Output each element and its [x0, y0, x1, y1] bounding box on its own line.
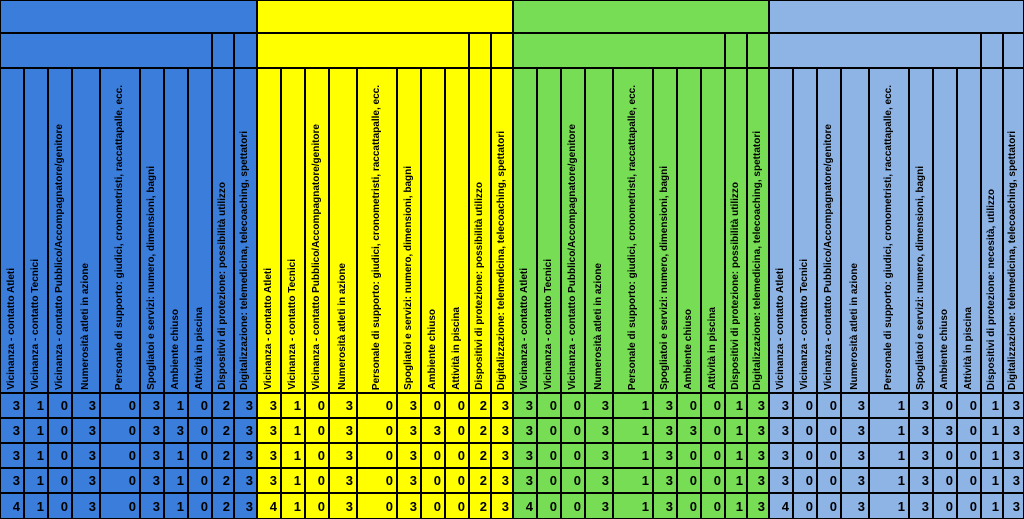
data-cell: 4 [769, 493, 793, 519]
data-cell: 0 [421, 468, 445, 493]
column-header-sportivo-1 [24, 68, 48, 393]
data-cell: 1 [869, 393, 909, 418]
column-header-label: Vicinanza - contatto Atleti [5, 268, 17, 390]
column-header-gara-2 [561, 68, 585, 393]
column-header-allenamento-0 [257, 68, 281, 393]
data-cell: 0 [305, 493, 329, 519]
data-cell: 3 [491, 443, 513, 468]
data-cell: 0 [537, 468, 561, 493]
column-header-gara-7 [701, 68, 725, 393]
data-cell: 1 [24, 443, 48, 468]
column-header-gara-5 [653, 68, 677, 393]
data-cell: 2 [212, 393, 234, 418]
data-cell: 3 [397, 443, 421, 468]
data-cell: 3 [0, 418, 24, 443]
column-header-evento-8 [981, 68, 1003, 393]
column-header-evento-9 [1003, 68, 1024, 393]
data-cell: 0 [957, 493, 981, 519]
column-header-label: Numerosità atleti in azione [848, 263, 860, 390]
column-header-evento-7 [957, 68, 981, 393]
data-cell: 0 [100, 418, 140, 443]
column-header-sportivo-4 [100, 68, 140, 393]
data-cell: 4 [0, 493, 24, 519]
data-cell: 3 [234, 468, 257, 493]
data-cell: 3 [234, 443, 257, 468]
column-header-label: Vicinanza - contatto Tecnici [798, 259, 810, 390]
column-header-label: Vicinanza - contatto Pubblico/Accompagnatore/genitore [53, 124, 65, 390]
data-cell: 3 [653, 418, 677, 443]
column-header-label: Personale di supporto: giudici, cronometristi, raccattapalle, ecc. [626, 84, 638, 390]
data-cell: 1 [281, 493, 305, 519]
data-cell: 0 [445, 418, 469, 443]
data-cell: 3 [585, 493, 613, 519]
data-cell: 0 [305, 468, 329, 493]
data-cell: 4 [513, 493, 537, 519]
column-header-label: Personale di supporto: giudici, cronometristi, raccattapalle, ecc. [113, 84, 125, 390]
data-cell: 1 [869, 468, 909, 493]
column-header-label: Ambiente chiuso [169, 309, 181, 390]
column-header-label: Personale di supporto: giudici, cronometristi, raccattapalle, ecc. [882, 84, 894, 390]
column-header-label: Vicinanza - contatto Pubblico/Accompagnatore/genitore [566, 124, 578, 390]
data-cell: 0 [48, 468, 72, 493]
column-header-label: Dispositivi di protezione: possibilità utilizzo [729, 182, 741, 390]
column-header-evento-4 [869, 68, 909, 393]
data-cell: 3 [1003, 443, 1024, 468]
data-cell: 1 [281, 443, 305, 468]
column-header-label: Digitalizzazione: telemedicina, telecoaching, spettatori [1007, 131, 1019, 390]
data-cell: 1 [981, 443, 1003, 468]
data-cell: 3 [585, 418, 613, 443]
column-header-allenamento-8 [469, 68, 491, 393]
data-cell: 1 [24, 493, 48, 519]
column-header-allenamento-9 [491, 68, 513, 393]
column-header-label: Numerosità atleti in azione [79, 263, 91, 390]
data-cell: 0 [793, 468, 817, 493]
data-cell: 3 [1003, 418, 1024, 443]
data-cell: 1 [613, 443, 653, 468]
column-header-gara-0 [513, 68, 537, 393]
data-cell: 3 [257, 468, 281, 493]
data-cell: 0 [188, 493, 212, 519]
data-cell: 3 [1003, 393, 1024, 418]
column-header-sportivo-9 [234, 68, 257, 393]
data-cell: 3 [747, 393, 769, 418]
column-header-sportivo-0 [0, 68, 24, 393]
column-header-label: Numerosità atleti in azione [336, 263, 348, 390]
data-cell: 3 [491, 468, 513, 493]
data-cell: 0 [357, 418, 397, 443]
column-header-label: Vicinanza - contatto Atleti [262, 268, 274, 390]
data-cell: 3 [513, 468, 537, 493]
data-cell: 0 [537, 393, 561, 418]
data-cell: 3 [909, 443, 933, 468]
data-cell: 3 [513, 393, 537, 418]
column-header-evento-2 [817, 68, 841, 393]
data-cell: 1 [613, 493, 653, 519]
data-cell: 3 [397, 418, 421, 443]
d2-header-gara [725, 33, 747, 68]
data-cell: 1 [981, 468, 1003, 493]
data-cell: 1 [869, 443, 909, 468]
data-cell: 0 [48, 418, 72, 443]
data-cell: 3 [72, 443, 100, 468]
column-header-label: Numerosità atleti in azione [592, 263, 604, 390]
data-cell: 3 [329, 493, 357, 519]
data-cell: 3 [653, 443, 677, 468]
column-header-label: Vicinanza - contatto Atleti [518, 268, 530, 390]
data-cell: 3 [585, 468, 613, 493]
data-cell: 0 [357, 493, 397, 519]
column-header-label: Spogliatoi e servizi: numero, dimensioni, bagni [914, 166, 926, 390]
data-cell: 0 [701, 418, 725, 443]
column-header-label: Spogliatoi e servizi: numero, dimensioni, bagni [145, 166, 157, 390]
data-cell: 3 [257, 443, 281, 468]
data-cell: 3 [653, 493, 677, 519]
column-header-evento-5 [909, 68, 933, 393]
data-cell: 0 [677, 393, 701, 418]
data-cell: 0 [537, 493, 561, 519]
column-header-label: Vicinanza - contatto Pubblico/Accompagnatore/genitore [822, 124, 834, 390]
data-cell: 0 [100, 393, 140, 418]
column-header-gara-9 [747, 68, 769, 393]
data-cell: 3 [769, 443, 793, 468]
data-cell: 3 [841, 393, 869, 418]
column-header-sportivo-8 [212, 68, 234, 393]
column-header-label: Vicinanza - contatto Atleti [774, 268, 786, 390]
data-cell: 1 [164, 468, 188, 493]
data-cell: 3 [0, 443, 24, 468]
data-cell: 2 [212, 493, 234, 519]
data-cell: 3 [653, 468, 677, 493]
data-cell: 1 [725, 493, 747, 519]
column-header-label: Attività in piscina [706, 307, 718, 390]
column-header-gara-4 [613, 68, 653, 393]
data-cell: 3 [140, 493, 164, 519]
data-cell: 1 [725, 418, 747, 443]
column-header-label: Ambiente chiuso [938, 309, 950, 390]
column-header-gara-8 [725, 68, 747, 393]
data-cell: 0 [421, 393, 445, 418]
data-cell: 3 [769, 418, 793, 443]
column-header-label: Attività in piscina [962, 307, 974, 390]
data-cell: 0 [701, 443, 725, 468]
column-header-label: Spogliatoi e servizi: numero, dimensioni, bagni [402, 166, 414, 390]
data-cell: 0 [817, 418, 841, 443]
data-cell: 3 [513, 443, 537, 468]
d2-header-evento [981, 33, 1003, 68]
column-header-label: Vicinanza - contatto Pubblico/Accompagnatore/genitore [310, 124, 322, 390]
column-header-label: Digitalizzazione: telemedicina, telecoaching, spettatori [751, 131, 763, 390]
data-cell: 3 [0, 393, 24, 418]
column-header-label: Vicinanza - contatto Tecnici [286, 259, 298, 390]
data-cell: 1 [869, 493, 909, 519]
data-cell: 4 [257, 493, 281, 519]
data-cell: 3 [72, 493, 100, 519]
group-title-evento [769, 0, 1024, 33]
data-cell: 0 [701, 468, 725, 493]
data-cell: 3 [677, 418, 701, 443]
data-cell: 0 [421, 443, 445, 468]
d1-header-gara [513, 33, 725, 68]
data-cell: 0 [677, 443, 701, 468]
data-cell: 0 [537, 443, 561, 468]
column-header-allenamento-6 [421, 68, 445, 393]
data-cell: 0 [188, 443, 212, 468]
data-cell: 1 [164, 443, 188, 468]
column-header-sportivo-5 [140, 68, 164, 393]
data-cell: 0 [793, 493, 817, 519]
data-cell: 0 [793, 443, 817, 468]
column-header-label: Digitalizzazione: telemedicina, telecoaching, spettatori [239, 131, 251, 390]
column-header-label: Attività in piscina [193, 307, 205, 390]
data-cell: 0 [188, 393, 212, 418]
data-cell: 3 [140, 418, 164, 443]
data-cell: 3 [933, 418, 957, 443]
data-cell: 3 [164, 418, 188, 443]
data-cell: 0 [561, 468, 585, 493]
group-title-gara [513, 0, 769, 33]
data-cell: 2 [212, 443, 234, 468]
column-header-evento-0 [769, 68, 793, 393]
data-cell: 0 [445, 393, 469, 418]
data-cell: 1 [164, 393, 188, 418]
group-title-sportivo [0, 0, 257, 33]
column-header-evento-6 [933, 68, 957, 393]
d3-header-sportivo [234, 33, 257, 68]
data-cell: 1 [281, 393, 305, 418]
column-header-sportivo-3 [72, 68, 100, 393]
column-header-allenamento-5 [397, 68, 421, 393]
column-header-gara-1 [537, 68, 561, 393]
column-header-sportivo-7 [188, 68, 212, 393]
d3-header-evento [1003, 33, 1024, 68]
data-cell: 3 [257, 393, 281, 418]
data-cell: 3 [585, 393, 613, 418]
data-cell: 1 [725, 393, 747, 418]
data-cell: 0 [357, 443, 397, 468]
column-header-label: Vicinanza - contatto Tecnici [542, 259, 554, 390]
data-cell: 3 [140, 393, 164, 418]
data-cell: 0 [357, 468, 397, 493]
data-cell: 3 [421, 418, 445, 443]
data-cell: 2 [469, 493, 491, 519]
data-cell: 3 [1003, 493, 1024, 519]
data-cell: 3 [140, 443, 164, 468]
data-cell: 1 [613, 393, 653, 418]
data-cell: 0 [100, 493, 140, 519]
data-cell: 3 [769, 393, 793, 418]
data-cell: 1 [981, 493, 1003, 519]
data-cell: 3 [491, 418, 513, 443]
data-cell: 3 [329, 468, 357, 493]
column-header-allenamento-4 [357, 68, 397, 393]
data-cell: 1 [281, 418, 305, 443]
column-header-gara-6 [677, 68, 701, 393]
data-cell: 3 [909, 418, 933, 443]
data-cell: 1 [24, 393, 48, 418]
data-cell: 3 [0, 468, 24, 493]
column-header-label: Vicinanza - contatto Tecnici [29, 259, 41, 390]
data-cell: 0 [957, 468, 981, 493]
data-cell: 0 [817, 468, 841, 493]
data-cell: 1 [725, 468, 747, 493]
data-cell: 2 [469, 393, 491, 418]
data-cell: 0 [445, 468, 469, 493]
data-cell: 1 [613, 468, 653, 493]
column-header-label: Attività in piscina [450, 307, 462, 390]
data-cell: 0 [48, 393, 72, 418]
data-cell: 3 [909, 493, 933, 519]
data-cell: 3 [234, 493, 257, 519]
data-cell: 3 [841, 418, 869, 443]
data-cell: 0 [445, 443, 469, 468]
column-header-label: Digitalizzazione: telemedicina, telecoaching, spettatori [495, 131, 507, 390]
data-cell: 0 [793, 393, 817, 418]
data-cell: 0 [305, 443, 329, 468]
group-title-allenamento [257, 0, 513, 33]
data-cell: 0 [305, 418, 329, 443]
data-cell: 3 [747, 493, 769, 519]
data-cell: 3 [769, 468, 793, 493]
data-cell: 3 [397, 393, 421, 418]
d3-header-allenamento [491, 33, 513, 68]
column-header-label: Personale di supporto: giudici, cronometristi, raccattapalle, ecc. [370, 84, 382, 390]
data-cell: 3 [513, 418, 537, 443]
column-header-allenamento-3 [329, 68, 357, 393]
column-header-allenamento-7 [445, 68, 469, 393]
data-cell: 3 [909, 393, 933, 418]
d3-header-gara [747, 33, 769, 68]
d2-header-allenamento [469, 33, 491, 68]
data-cell: 3 [841, 493, 869, 519]
data-cell: 3 [329, 418, 357, 443]
data-cell: 0 [445, 493, 469, 519]
data-cell: 0 [537, 418, 561, 443]
data-cell: 1 [24, 468, 48, 493]
data-cell: 3 [140, 468, 164, 493]
data-cell: 0 [677, 493, 701, 519]
data-cell: 3 [747, 468, 769, 493]
data-cell: 3 [653, 393, 677, 418]
column-header-gara-3 [585, 68, 613, 393]
data-cell: 3 [841, 468, 869, 493]
data-cell: 0 [933, 443, 957, 468]
column-header-sportivo-6 [164, 68, 188, 393]
data-cell: 0 [933, 393, 957, 418]
data-cell: 3 [397, 468, 421, 493]
data-cell: 0 [677, 468, 701, 493]
column-header-allenamento-2 [305, 68, 329, 393]
d1-header-allenamento [257, 33, 469, 68]
data-cell: 0 [357, 393, 397, 418]
column-header-evento-3 [841, 68, 869, 393]
data-cell: 0 [793, 418, 817, 443]
data-cell: 1 [613, 418, 653, 443]
data-cell: 1 [869, 418, 909, 443]
data-cell: 0 [561, 443, 585, 468]
data-cell: 1 [281, 468, 305, 493]
data-cell: 1 [981, 418, 1003, 443]
data-cell: 0 [561, 493, 585, 519]
data-cell: 0 [188, 468, 212, 493]
column-header-label: Dispositivi di protezione: possibilità utilizzo [216, 182, 228, 390]
data-cell: 2 [469, 418, 491, 443]
data-cell: 0 [957, 443, 981, 468]
data-cell: 1 [981, 393, 1003, 418]
data-cell: 0 [817, 393, 841, 418]
data-cell: 1 [24, 418, 48, 443]
data-cell: 3 [1003, 468, 1024, 493]
data-cell: 0 [933, 493, 957, 519]
column-header-allenamento-1 [281, 68, 305, 393]
data-cell: 0 [561, 393, 585, 418]
data-cell: 3 [491, 393, 513, 418]
data-cell: 3 [747, 418, 769, 443]
data-cell: 0 [701, 493, 725, 519]
data-cell: 0 [561, 418, 585, 443]
data-cell: 1 [725, 443, 747, 468]
data-cell: 1 [164, 493, 188, 519]
column-header-label: Ambiente chiuso [682, 309, 694, 390]
data-cell: 2 [212, 468, 234, 493]
d1-header-evento [769, 33, 981, 68]
data-cell: 3 [72, 418, 100, 443]
data-cell: 3 [234, 393, 257, 418]
data-cell: 2 [469, 468, 491, 493]
data-cell: 3 [234, 418, 257, 443]
column-header-evento-1 [793, 68, 817, 393]
data-cell: 3 [841, 443, 869, 468]
data-cell: 3 [257, 418, 281, 443]
data-cell: 0 [957, 418, 981, 443]
data-cell: 3 [397, 493, 421, 519]
data-cell: 0 [100, 443, 140, 468]
column-header-label: Dispositivi di protezione: necesità, utilizzo [985, 188, 997, 390]
data-cell: 0 [48, 493, 72, 519]
data-cell: 0 [48, 443, 72, 468]
data-cell: 0 [817, 443, 841, 468]
data-cell: 0 [421, 493, 445, 519]
d1-header-sportivo [0, 33, 212, 68]
data-cell: 3 [72, 468, 100, 493]
data-cell: 3 [329, 443, 357, 468]
data-cell: 0 [188, 418, 212, 443]
column-header-label: Ambiente chiuso [426, 309, 438, 390]
column-header-label: Dispositivi di protezione: possibilità utilizzo [473, 182, 485, 390]
column-header-label: Spogliatoi e servizi: numero, dimensioni, bagni [658, 166, 670, 390]
data-cell: 3 [909, 468, 933, 493]
data-cell: 3 [585, 443, 613, 468]
data-cell: 2 [212, 418, 234, 443]
column-header-sportivo-2 [48, 68, 72, 393]
data-cell: 3 [491, 493, 513, 519]
data-cell: 0 [933, 468, 957, 493]
data-cell: 2 [469, 443, 491, 468]
data-cell: 0 [305, 393, 329, 418]
data-cell: 3 [72, 393, 100, 418]
d2-header-sportivo [212, 33, 234, 68]
data-cell: 0 [957, 393, 981, 418]
data-cell: 3 [747, 443, 769, 468]
data-cell: 3 [329, 393, 357, 418]
data-cell: 0 [701, 393, 725, 418]
data-cell: 0 [817, 493, 841, 519]
data-cell: 0 [100, 468, 140, 493]
